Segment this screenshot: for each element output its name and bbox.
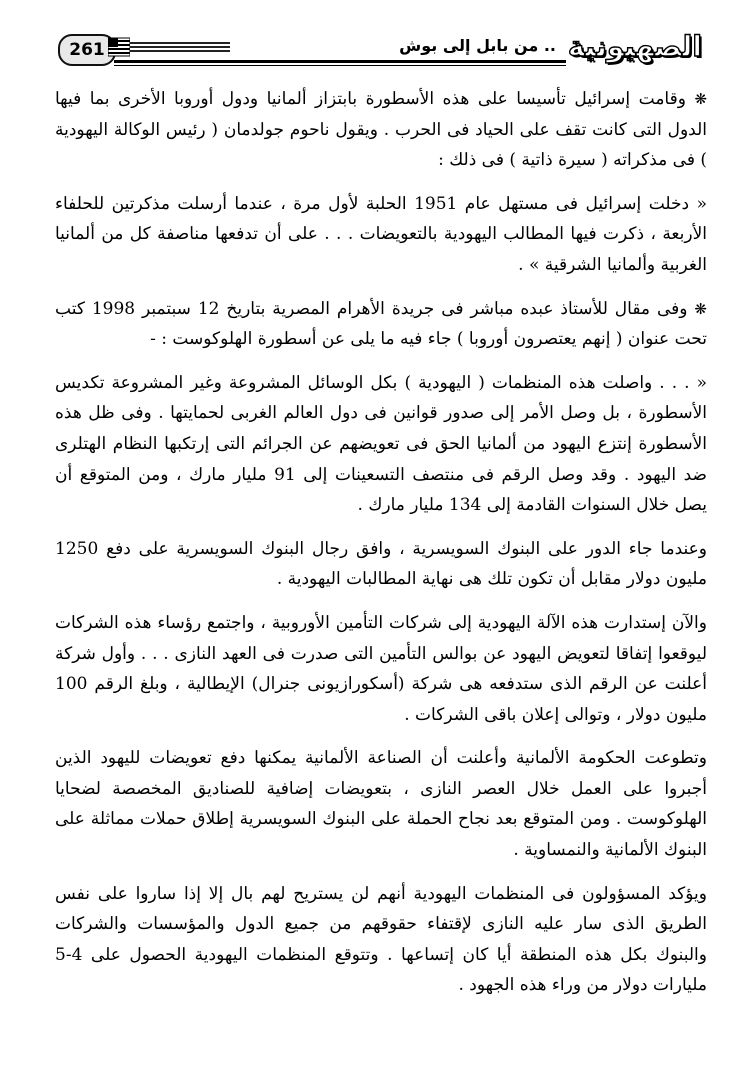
- paragraph: [55, 743, 707, 865]
- header-stripe-band: [130, 42, 230, 54]
- running-subtitle: .. من بابل إلى بوش: [393, 36, 562, 55]
- paragraph: [55, 534, 707, 595]
- page-body: [55, 84, 707, 1014]
- paragraph-text: « دخلت إسرائيل فى مستهل عام 1951 الحلبة لأول مرة ، عندما أرسلت مذكرتين للحلفاء الأربعة ، ذكرت فيها المطالب اليهودية بالتعويضات . . . على أن تدفعها مناصفة كل من ألمانيا الغربية وألمانيا الشرقية » .: [55, 193, 707, 275]
- page-number: 261: [58, 34, 116, 66]
- paragraph: [55, 84, 707, 176]
- paragraph-text: وفى مقال للأستاذ عبده مباشر فى جريدة الأهرام المصرية بتاريخ 12 سبتمبر 1998 كتب تحت عنوان ( إنهم يعتصرون أوروبا ) جاء فيه ما يلى عن أسطورة الهلوكوست : -: [55, 298, 707, 350]
- star-bullet-icon: ❋: [694, 299, 707, 318]
- paragraph: [55, 879, 707, 1001]
- header-rule-thin: [114, 65, 566, 66]
- header-rule: [114, 60, 566, 63]
- paragraph: [55, 368, 707, 521]
- paragraph: [55, 608, 707, 730]
- paragraph-text: ويؤكد المسؤولون فى المنظمات اليهودية أنهم لن يستريح لهم بال إلا إذا ساروا على نفس الطريق الذى سار عليه النازى لإقتفاء حقوقهم من جميع الدول والمؤسسات والشركات والبنوك بكل هذه المنطقة أيا كان إتساعها . وتتوقع المنظمات اليهودية الحصول على 4-5 مليارات دولار من وراء هذه الجهود .: [55, 883, 707, 996]
- paragraph-text: وقامت إسرائيل تأسيسا على هذه الأسطورة بابتزاز ألمانيا ودول أوروبا الأخرى بما فيها الدول التى كانت تقف على الحياد فى الحرب . ويقول ناحوم جولدمان ( رئيس الوكالة اليهودية ) فى مذكراته ( سيرة ذاتية ) فى ذلك :: [55, 89, 707, 171]
- paragraph-text: والآن إستدارت هذه الآلة اليهودية إلى شركات التأمين الأوروبية ، واجتمع رؤساء هذه الشركات ليوقعوا إتفاقا لتعويض اليهود عن بوالس التأمين التى صدرت فى العهد النازى . . . وأول شركة أعلنت عن الرقم الذى ستدفعه هى شركة (أسكورازيونى جنرال) الإيطالية ، وبلغ الرقم 100 مليون دولار ، وتوالى إعلان باقى الشركات .: [55, 612, 707, 725]
- paragraph-text: وعندما جاء الدور على البنوك السويسرية ، وافق رجال البنوك السويسرية على دفع 1250 مليون دولار مقابل أن تكون تلك هى نهاية المطالبات اليهودية .: [55, 538, 707, 590]
- paragraph-text: وتطوعت الحكومة الألمانية وأعلنت أن الصناعة الألمانية يمكنها دفع تعويضات لليهود الذين أجبروا على العمل خلال العصر النازى ، بتعويضات إضافية للصناديق المخصصة لضحايا الهلوكوست . ومن المتوقع بعد نجاح الحملة على البنوك السويسرية إطلاق حملات مماثلة على البنوك الألمانية والنمساوية .: [55, 748, 707, 861]
- paragraph-text: « . . . واصلت هذه المنظمات ( اليهودية ) بكل الوسائل المشروعة وغير المشروعة تكديس الأسطورة ، بل وصل الأمر إلى صدور قوانين فى دول العالم الغربى لحمايتها . وفى ظل هذه الأسطورة إنتزع اليهود من ألمانيا الحق فى تعويضهم عن الجرائم التى إرتكبها النظام الهتلرى ضد اليهود . وقد وصل الرقم فى منتصف التسعينات إلى 91 مليار مارك ، ومن المتوقع أن يصل خلال السنوات القادمة إلى 134 مليار مارك .: [55, 372, 707, 516]
- us-flag-icon: [108, 36, 130, 58]
- paragraph: [55, 294, 707, 355]
- running-title: الصهيونية: [567, 30, 702, 63]
- page-header: [58, 28, 702, 68]
- star-bullet-icon: ❋: [694, 90, 708, 108]
- paragraph: [55, 189, 707, 281]
